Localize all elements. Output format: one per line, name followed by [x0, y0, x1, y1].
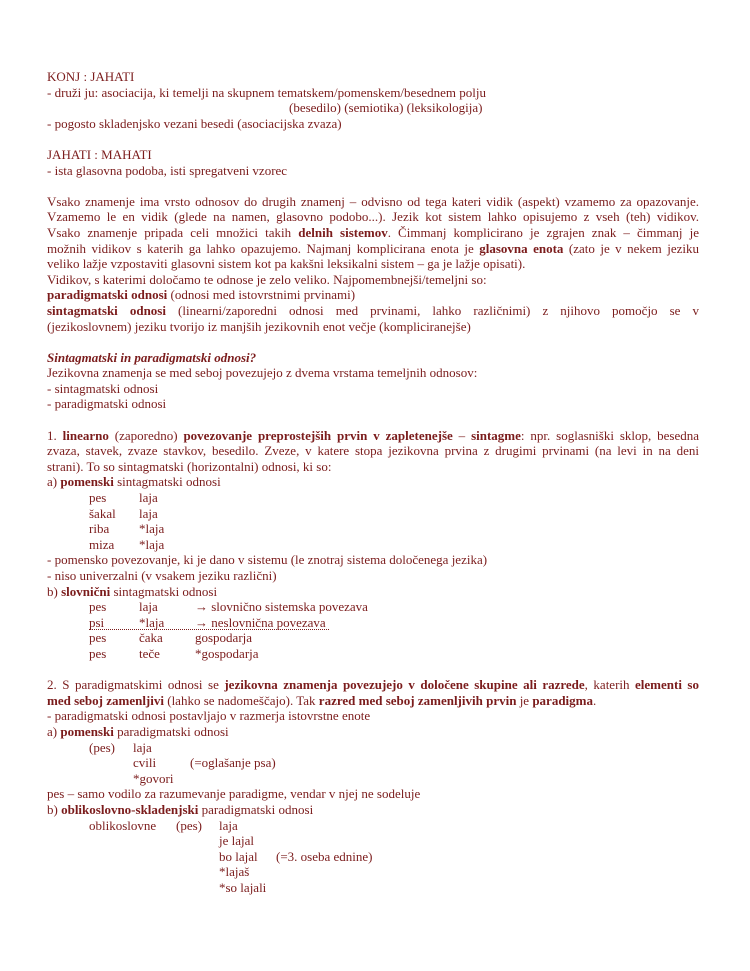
example-cell: *laja [139, 614, 165, 630]
example-cell: (=3. oseba ednine) [276, 848, 373, 864]
text-line [47, 849, 699, 865]
text-line [47, 365, 699, 381]
text-line [47, 69, 699, 85]
text-line [47, 490, 699, 506]
blank-line [47, 412, 699, 428]
text-line [47, 443, 699, 459]
text-line [47, 724, 699, 740]
text-run: sintagmatski odnosi [110, 583, 218, 599]
example-cell: pes [89, 630, 107, 646]
text-run: . Čimmanj komplicirano je zgrajen znak – čimmanj je [387, 224, 699, 240]
bold-term: delnih sistemov [298, 224, 388, 240]
text-run: 2. S paradigmatskimi odnosi se [47, 677, 225, 693]
text-line [47, 428, 699, 444]
example-cell: pes [89, 599, 107, 615]
text-run: (zaporedno) [108, 427, 184, 443]
text-line [47, 552, 699, 568]
example-cell: → slovnično sistemska povezava [195, 599, 368, 615]
example-cell: → neslovnična povezava [195, 614, 326, 630]
text-line [47, 818, 699, 834]
text-line [47, 116, 699, 132]
text-line [47, 693, 699, 709]
text-run: b) [47, 583, 62, 599]
text-line [47, 209, 699, 225]
text-run: (lahko se nadomeščajo). Tak [163, 692, 319, 708]
bold-term: paradigmatski odnosi [47, 287, 168, 303]
text-run: 1. [47, 427, 63, 443]
example-cell: psi [89, 614, 105, 630]
text-run: veliko lažje vzpostaviti glasovni sistem kot pa kakšni leksikalni sistem – ga je lažje opisati). [47, 256, 526, 272]
text-line [47, 194, 699, 210]
text-run: je [516, 692, 533, 708]
text-run: (besedilo) (semiotika) (leksikologija) [289, 100, 483, 116]
bold-term: med seboj zamenljivi [47, 692, 164, 708]
text-run: KONJ : JAHATI [47, 69, 135, 84]
text-run: (odnosi med istovrstnimi prvinami) [167, 287, 356, 303]
text-run: - pomensko povezovanje, ki je dano v sistemu (le znotraj sistema določenega jezika) [47, 552, 488, 568]
text-run: - pogosto skladenjsko vezani besedi (asociacijska zvaza) [47, 115, 342, 131]
example-cell: čaka [139, 630, 163, 646]
text-run: strani). To so sintagmatski (horizontalni) odnosi, ki so: [47, 458, 332, 474]
example-cell: pes [89, 490, 107, 506]
text-line [47, 802, 699, 818]
example-cell: gospodarja [195, 630, 253, 646]
section-heading: Sintagmatski in paradigmatski odnosi? [47, 349, 257, 365]
text-line [47, 474, 699, 490]
text-run: a) [47, 723, 61, 739]
text-run: - druži ju: asociacija, ki temelji na skupnem tematskem/pomenskem/besednem polju [47, 84, 486, 100]
text-line [47, 584, 699, 600]
text-run: (zato je v nekem jeziku [563, 240, 699, 256]
example-cell: *gospodarja [195, 645, 259, 661]
text-run: paradigmatski odnosi [113, 723, 229, 739]
example-cell: miza [89, 536, 115, 552]
blank-line [47, 178, 699, 194]
bold-term: slovnični [61, 583, 111, 599]
text-run: Vzamemo le en vidik (glede na namen, glasovno podobo...). Jezik kot sistem lahko opisujemo z vseh (teh) vidikov. [47, 209, 699, 225]
text-line [47, 599, 699, 615]
text-run: a) [47, 474, 61, 490]
text-line [47, 521, 699, 537]
example-cell: je lajal [219, 833, 255, 849]
text-run: Jezikovna znamenja se med seboj povezujejo z dvema vrstama temeljnih odnosov: [47, 365, 478, 381]
text-run: b) [47, 801, 62, 817]
text-run: - paradigmatski odnosi [47, 396, 167, 412]
text-line [47, 256, 699, 272]
text-run: - niso univerzalni (v vsakem jeziku različni) [47, 568, 277, 583]
text-line [47, 85, 699, 101]
text-line [47, 615, 699, 631]
text-line [47, 537, 699, 553]
example-cell: *govori [133, 770, 174, 786]
text-run: : npr. soglasniški sklop, besedna [520, 427, 699, 443]
text-line [47, 225, 699, 241]
bold-term: pomenski [60, 474, 114, 490]
text-run: paradigmatski odnosi [198, 801, 314, 817]
example-cell: pes [89, 645, 107, 661]
text-line [47, 350, 699, 366]
text-line [47, 568, 699, 584]
example-cell: (=oglašanje psa) [190, 755, 276, 771]
blank-line [47, 334, 699, 350]
text-run: možnih vidikov s katerih ga lahko opazujemo. Najmanj komplicirana enota je [47, 240, 480, 256]
example-cell: laja [139, 490, 158, 506]
example-cell: teče [139, 645, 160, 661]
text-run: . [593, 692, 597, 708]
example-cell: (pes) [89, 739, 115, 755]
blank-line [47, 662, 699, 678]
example-cell: riba [89, 521, 110, 537]
text-line [47, 786, 699, 802]
bold-term: jezikovna znamenja povezujejo v določene skupine ali razrede [224, 677, 585, 693]
text-line [47, 771, 699, 787]
text-run: - ista glasovna podoba, isti spregatveni vzorec [47, 162, 288, 178]
text-line [47, 303, 699, 319]
text-run: (linearni/zaporedni odnosi med prvinami, lahko različnimi) z njihovo pomočjo se v [165, 302, 699, 318]
text-line [47, 677, 699, 693]
text-run: - sintagmatski odnosi [47, 380, 159, 396]
text-run: Vidikov, s katerimi določamo te odnose je zelo veliko. Najpomembnejši/temeljni so: [47, 271, 487, 287]
text-line [47, 272, 699, 288]
text-line [47, 100, 699, 116]
example-cell: cvili [133, 755, 157, 771]
bold-term: linearno [62, 427, 109, 443]
text-line [47, 708, 699, 724]
example-cell: bo lajal [219, 848, 258, 864]
text-line [47, 147, 699, 163]
bold-term: oblikoslovno-skladenjski [61, 801, 199, 817]
example-cell: laja [219, 817, 238, 833]
bold-term: razred med seboj zamenljivih prvin [318, 692, 517, 708]
text-line [47, 319, 699, 335]
text-run: , katerih [584, 677, 636, 693]
example-cell: šakal [89, 505, 116, 521]
bold-term: pomenski [60, 723, 114, 739]
example-cell: *laja [139, 536, 165, 552]
bold-term: glasovna enota [479, 240, 564, 256]
bold-term: povezovanje preprostejših prvin v zapletenejše [183, 427, 453, 443]
bold-term: sintagmatski odnosi [47, 302, 166, 318]
text-line [47, 740, 699, 756]
bold-term: sintagme [471, 427, 521, 443]
text-line [47, 630, 699, 646]
bold-term: paradigma [532, 692, 593, 708]
example-cell: *laja [139, 521, 165, 537]
document-page [47, 69, 699, 895]
text-line [47, 381, 699, 397]
text-line [47, 163, 699, 179]
text-line [47, 880, 699, 896]
text-run: JAHATI : MAHATI [47, 146, 152, 162]
bold-term: elementi so [635, 677, 699, 693]
text-line [47, 864, 699, 880]
text-run: Vsako znamenje ima vrsto odnosov do drugih znamenj – odvisno od tega kateri vidik (aspekt) vzamemo za opazovanje. [47, 193, 699, 209]
text-line [47, 396, 699, 412]
text-run: - paradigmatski odnosi postavljajo v razmerja istovrstne enote [47, 708, 371, 724]
example-cell: oblikoslovne [89, 817, 157, 833]
text-run: pes – samo vodilo za razumevanje paradigme, vendar v njej ne sodeluje [47, 786, 421, 802]
text-line [47, 506, 699, 522]
text-line [47, 646, 699, 662]
text-line [47, 755, 699, 771]
example-cell: (pes) [176, 817, 202, 833]
text-run: (jezikoslovnem) jeziku tvorijo iz manjših jezikovnih enot večje (kompliciranejše) [47, 318, 471, 334]
text-run: – [452, 427, 472, 443]
text-run: sintagmatski odnosi [113, 474, 221, 490]
text-line [47, 241, 699, 257]
example-cell: *so lajali [219, 879, 267, 895]
example-cell: *lajaš [219, 864, 250, 880]
text-line [47, 287, 699, 303]
example-cell: laja [139, 505, 158, 521]
text-line [47, 459, 699, 475]
text-run: zvaza, stavek, zvaze stavkov, besedilo. Zveze, v katere stopa jezikovna prvina z drugimi prvinami (na levi in na deni [47, 443, 699, 459]
example-cell: laja [139, 599, 158, 615]
text-run: Vsako znamenje pripada celi množici takih [47, 224, 299, 240]
text-line [47, 833, 699, 849]
example-cell: laja [133, 739, 152, 755]
blank-line [47, 131, 699, 147]
